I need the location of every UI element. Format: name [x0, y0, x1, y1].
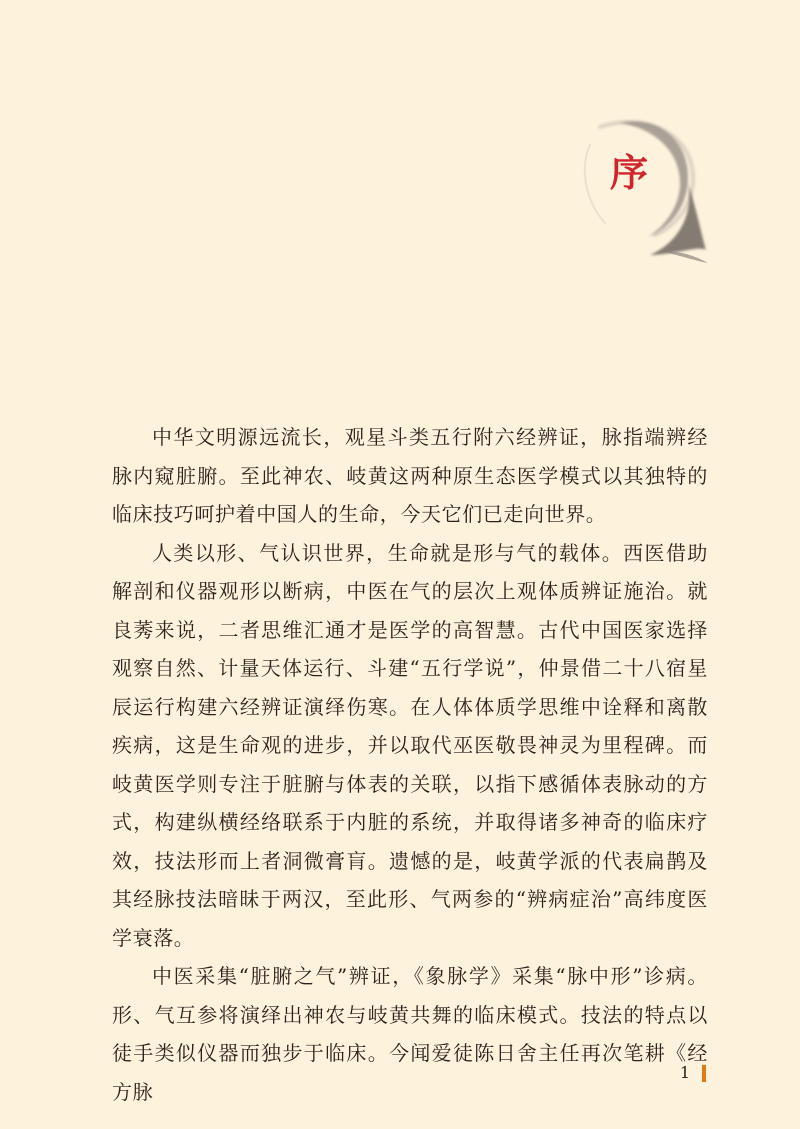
paragraph-3: 中医采集“脏腑之气”辨证，《象脉学》采集“脉中形”诊病。形、气互参将演绎出神农与岐黄共舞的临床模式。技法的特点以徒手类似仪器而独步于临床。今闻爱徒陈日舍主任再次笔耕《经方脉: [112, 964, 708, 1104]
page-number: 1: [679, 1063, 690, 1082]
paragraph-2: 人类以形、气认识世界，生命就是形与气的载体。西医借助解剖和仪器观形以断病，中医在气的层次上观体质辨证施治。就良莠来说，二者思维汇通才是医学的高智慧。古代中国医家选择观察自然、计量天体运行、斗建“五行学说”，仲景借二十八宿星辰运行构建六经辨证演绎伤寒。在人体体质学思维中诠释和离散疾病，这是生命观的进步，并以取代巫医敬畏神灵为里程碑。而岐黄医学则专注于脏腑与体表的关联，以指下感循体表脉动的方式，构建纵横经络联系于内脏的系统，并取得诸多神奇的临床疗效，技法形而上者洞微膏肓。遗憾的是，岐黄学派的代表扁鹊及其经脉技法暗昧于两汉，至此形、气两参的“辨病症治”高纬度医学衰落。: [112, 540, 708, 950]
preface-body: [112, 418, 708, 1111]
paragraph-1: 中华文明源远流长，观星斗类五行附六经辨证，脉指端辨经脉内窥脏腑。至此神农、岐黄这两种原生态医学模式以其独特的临床技巧呵护着中国人的生命，今天它们已走向世界。: [112, 425, 708, 526]
page-marker-bar: [702, 1065, 706, 1082]
chapter-title: 序: [609, 150, 648, 195]
